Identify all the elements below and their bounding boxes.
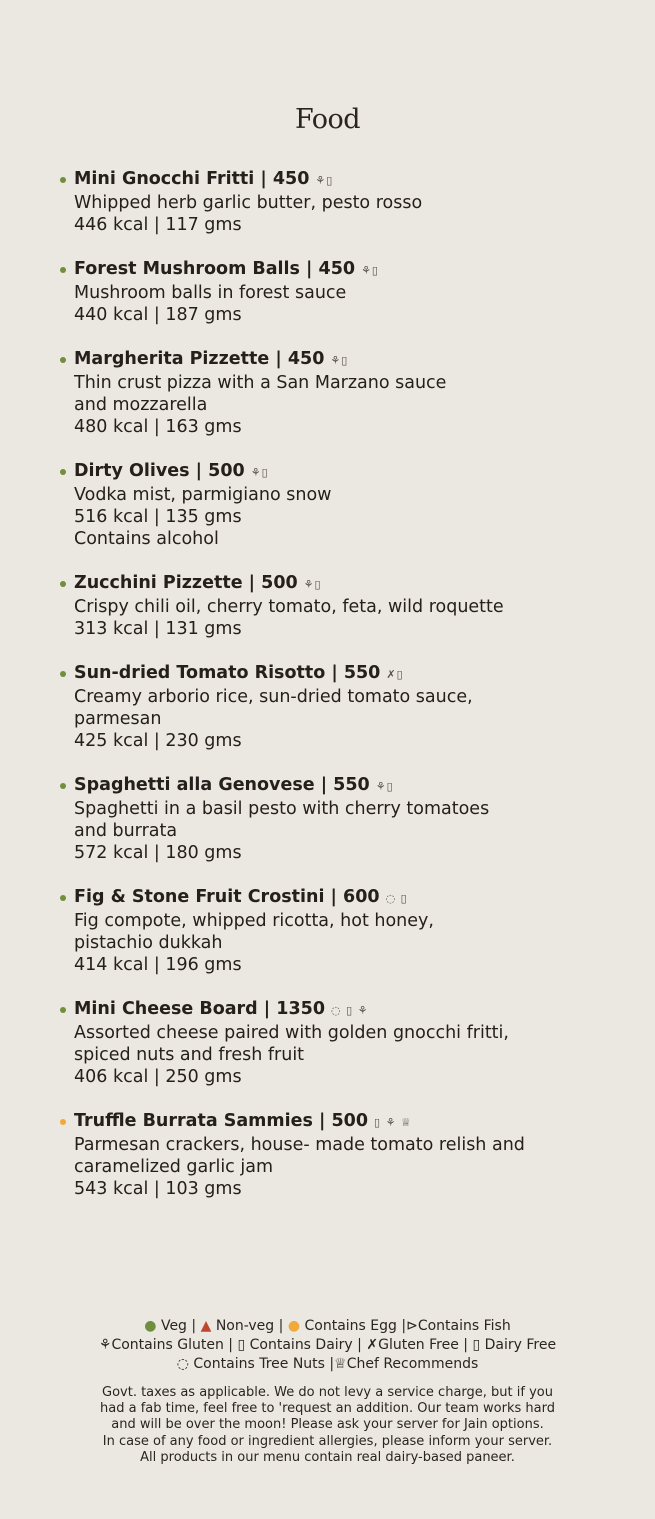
menu-item-name: Zucchini Pizzette | 500 — [74, 573, 298, 593]
menu-item-detail: Assorted cheese paired with golden gnocchi fritti, — [74, 1023, 509, 1043]
dietary-legend — [0, 1317, 655, 1374]
menu-item-detail: pistachio dukkah — [74, 933, 223, 953]
dietary-icons: ⚘▯ — [315, 174, 334, 187]
menu-item-detail: Parmesan crackers, house- made tomato relish and — [74, 1135, 525, 1155]
veg-dot-icon — [60, 267, 66, 273]
menu-item-detail: and mozzarella — [74, 395, 208, 415]
menu-item-heading — [74, 258, 600, 282]
dietary-icons: ▯ ⚘ ♕ — [374, 1116, 412, 1129]
menu-item-detail: Crispy chili oil, cherry tomato, feta, wild roquette — [74, 597, 504, 617]
menu-item-detail: Mushroom balls in forest sauce — [74, 283, 347, 303]
menu-item — [60, 998, 600, 1088]
menu-item-detail: caramelized garlic jam — [74, 1157, 273, 1177]
dietary-icons: ⚘▯ — [361, 264, 379, 277]
menu-item-heading — [74, 998, 600, 1022]
menu-item-detail: Creamy arborio rice, sun-dried tomato sauce, — [74, 687, 473, 707]
legend-tree-nuts: Contains Tree Nuts — [193, 1356, 325, 1372]
menu-item-name: Dirty Olives | 500 — [74, 461, 245, 481]
legend-row-2: ⚘Contains Gluten | ▯ Contains Dairy | ✗Gluten Free | ▯ Dairy Free — [98, 1337, 557, 1353]
dairy-icon: ▯ — [237, 1337, 246, 1353]
menu-item-detail: 425 kcal | 230 gms — [74, 731, 242, 751]
veg-dot-icon — [60, 671, 66, 677]
dietary-icons: ⚘▯ — [375, 780, 394, 793]
menu-item-detail: 543 kcal | 103 gms — [74, 1179, 242, 1199]
menu-item-detail: 572 kcal | 180 gms — [74, 843, 242, 863]
menu-item-detail: 313 kcal | 131 gms — [74, 619, 242, 639]
menu-item — [60, 886, 600, 976]
chef-hat-icon: ♕ — [334, 1356, 347, 1372]
menu-item-detail: Spaghetti in a basil pesto with cherry tomatoes — [74, 799, 490, 819]
gluten-icon: ⚘ — [98, 1337, 112, 1353]
menu-item — [60, 572, 600, 640]
menu-item — [60, 1110, 600, 1200]
menu-item-detail: 406 kcal | 250 gms — [74, 1067, 242, 1087]
legend-gluten: Contains Gluten — [111, 1337, 224, 1353]
menu-item — [60, 662, 600, 752]
legend-dairy: Contains Dairy — [249, 1337, 353, 1353]
menu-item-name: Margherita Pizzette | 450 — [74, 349, 325, 369]
veg-dot-icon — [60, 1007, 66, 1013]
veg-dot-icon — [60, 895, 66, 901]
note-line: had a fab time, feel free to 'request an addition. Our team works hard — [100, 1401, 555, 1417]
legend-non-veg: Non-veg — [215, 1318, 275, 1334]
menu-item-name: Truffle Burrata Sammies | 500 — [74, 1111, 369, 1131]
menu-item-detail: and burrata — [74, 821, 178, 841]
veg-dot-icon — [60, 177, 66, 183]
menu-item-heading — [74, 348, 600, 372]
veg-dot-icon — [60, 469, 66, 475]
menu-list — [60, 168, 600, 1222]
dairy-free-icon: ▯ — [472, 1337, 481, 1353]
gluten-free-icon: ✗ — [366, 1337, 379, 1353]
menu-item-heading — [74, 774, 600, 798]
menu-item-detail: Contains alcohol — [74, 529, 219, 549]
menu-item — [60, 460, 600, 550]
egg-dot-icon: ● — [287, 1318, 301, 1334]
legend-fish: Contains Fish — [417, 1318, 511, 1334]
menu-item-detail: Whipped herb garlic butter, pesto rosso — [74, 193, 423, 213]
menu-item-heading — [74, 572, 600, 596]
legend-row-3: ◌ Contains Tree Nuts |♕Chef Recommends — [176, 1356, 479, 1372]
legend-gluten-free: Gluten Free — [378, 1337, 459, 1353]
menu-item-name: Mini Cheese Board | 1350 — [74, 999, 325, 1019]
menu-item — [60, 258, 600, 326]
veg-dot-icon — [60, 783, 66, 789]
menu-item-heading — [74, 662, 600, 686]
legend-chef: Chef Recommends — [346, 1356, 479, 1372]
dietary-icons: ⚘▯ — [250, 466, 269, 479]
menu-item-detail: Fig compote, whipped ricotta, hot honey, — [74, 911, 434, 931]
note-line: In case of any food or ingredient allergies, please inform your server. — [102, 1433, 553, 1449]
veg-dot-icon: ● — [144, 1318, 157, 1334]
menu-item-name: Forest Mushroom Balls | 450 — [74, 259, 356, 279]
fish-icon: ⊳ — [406, 1318, 418, 1334]
page-title: Food — [294, 104, 361, 135]
legend-egg: Contains Egg — [304, 1318, 397, 1334]
menu-item-detail: Thin crust pizza with a San Marzano sauce — [74, 373, 447, 393]
menu-item-heading — [74, 886, 600, 910]
menu-item-detail: Vodka mist, parmigiano snow — [74, 485, 332, 505]
menu-item-detail: 516 kcal | 135 gms — [74, 507, 242, 527]
veg-dot-icon — [60, 357, 66, 363]
menu-item-detail: 446 kcal | 117 gms — [74, 215, 242, 235]
dietary-icons: ◌ ▯ ⚘ — [331, 1004, 369, 1017]
egg-dot-icon — [60, 1119, 66, 1125]
dietary-icons: ⚘▯ — [330, 354, 349, 367]
non-veg-triangle-icon: ▲ — [200, 1318, 212, 1334]
menu-item — [60, 348, 600, 438]
menu-item-heading — [74, 168, 600, 192]
menu-item-name: Sun-dried Tomato Risotto | 550 — [74, 663, 381, 683]
footer-notes — [0, 1385, 655, 1466]
menu-item-heading — [74, 1110, 600, 1134]
menu-item-detail: 480 kcal | 163 gms — [74, 417, 242, 437]
note-line: All products in our menu contain real dairy-based paneer. — [140, 1449, 515, 1465]
dietary-icons: ✗▯ — [386, 668, 404, 681]
dietary-icons: ◌ ▯ — [385, 892, 408, 905]
legend-row-1: ● Veg | ▲ Non-veg | ● Contains Egg |⊳Contains Fish — [144, 1318, 511, 1334]
menu-item-detail: spiced nuts and fresh fruit — [74, 1045, 305, 1065]
veg-dot-icon — [60, 581, 66, 587]
menu-item-detail: 440 kcal | 187 gms — [74, 305, 242, 325]
menu-item — [60, 168, 600, 236]
menu-item — [60, 774, 600, 864]
tree-nuts-icon: ◌ — [176, 1356, 189, 1372]
legend-dairy-free: Dairy Free — [484, 1337, 557, 1353]
menu-item-detail: parmesan — [74, 709, 162, 729]
menu-item-name: Fig & Stone Fruit Crostini | 600 — [74, 887, 380, 907]
dietary-icons: ⚘▯ — [303, 578, 322, 591]
menu-item-detail: 414 kcal | 196 gms — [74, 955, 242, 975]
note-line: Govt. taxes as applicable. We do not levy a service charge, but if you — [102, 1385, 553, 1400]
menu-item-name: Spaghetti alla Genovese | 550 — [74, 775, 370, 795]
legend-veg: Veg — [160, 1318, 187, 1334]
menu-item-name: Mini Gnocchi Fritti | 450 — [74, 169, 310, 189]
note-line: and will be over the moon! Please ask your server for Jain options. — [111, 1417, 544, 1433]
menu-item-heading — [74, 460, 600, 484]
